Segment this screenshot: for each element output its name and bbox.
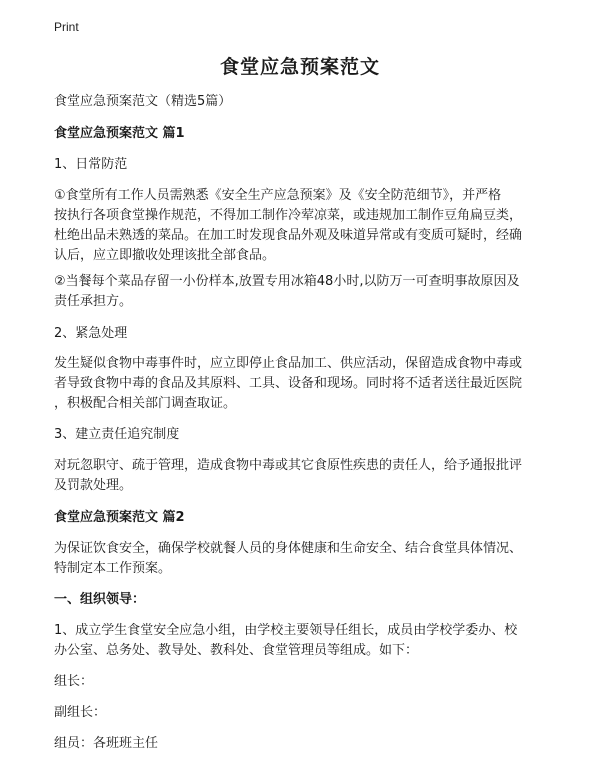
paragraph-line: 者导致食物中毒的食品及其原料、工具、设备和现场。同时将不适者送往最近医院 (54, 376, 523, 391)
paragraph-line: ，积极配合相关部门调查取证。 (54, 396, 237, 411)
leader-label: 组长： (54, 674, 94, 689)
section-2-heading: 食堂应急预案范文 篇2 (54, 510, 185, 525)
section-1-item-3-heading: 3、建立责任追究制度 (54, 427, 180, 442)
print-label[interactable]: Print (54, 20, 79, 34)
paragraph-line: 及罚款处理。 (54, 478, 133, 493)
paragraph-line: 责任承担方。 (54, 294, 133, 309)
section-1-item-1-heading: 1、日常防范 (54, 157, 128, 172)
vice-leader-label: 副组长： (54, 705, 107, 720)
paragraph-line: 对玩忽职守、疏于管理，造成食物中毒或其它食原性疾患的责任人，给予通报批评 (54, 458, 523, 473)
paragraph-line: 认后，应立即撤收处理该批全部食品。 (54, 248, 276, 263)
members-label: 组员：各班班主任 (54, 736, 159, 751)
section-1-item-2-heading: 2、紧急处理 (54, 326, 128, 341)
paragraph-line: 为保证饮食安全，确保学校就餐人员的身体健康和生命安全、结合食堂具体情况、 (54, 541, 523, 556)
section-1-heading: 食堂应急预案范文 篇1 (54, 126, 185, 141)
document-subtitle: 食堂应急预案范文（精选5篇） (54, 94, 232, 109)
paragraph-line: 杜绝出品未熟透的菜品。在加工时发现食品外观及味道异常或有变质可疑时，经确 (54, 228, 523, 243)
section-2-item-1-heading: 一、组织领导： (54, 592, 146, 607)
paragraph-line: 发生疑似食物中毒事件时，应立即停止食品加工、供应活动，保留造成食物中毒或 (54, 356, 523, 371)
paragraph-line: ②当餐每个菜品存留一小份样本,放置专用冰箱48小时,以防万一可查明事故原因及 (54, 274, 520, 289)
paragraph-line: 按执行各项食堂操作规范，不得加工制作冷荤凉菜，或违规加工制作豆角扁豆类， (54, 208, 523, 223)
paragraph-line: 1、成立学生食堂安全应急小组，由学校主要领导任组长，成员由学校学委办、校 (54, 623, 518, 638)
paragraph-line: 特制定本工作预案。 (54, 561, 172, 576)
paragraph-line: ①食堂所有工作人员需熟悉《安全生产应急预案》及《安全防范细节》，并严格 (54, 188, 502, 203)
paragraph-line: 办公室、总务处、教导处、教科处、食堂管理员等组成。如下： (54, 643, 419, 658)
document-title: 食堂应急预案范文 (219, 56, 380, 78)
